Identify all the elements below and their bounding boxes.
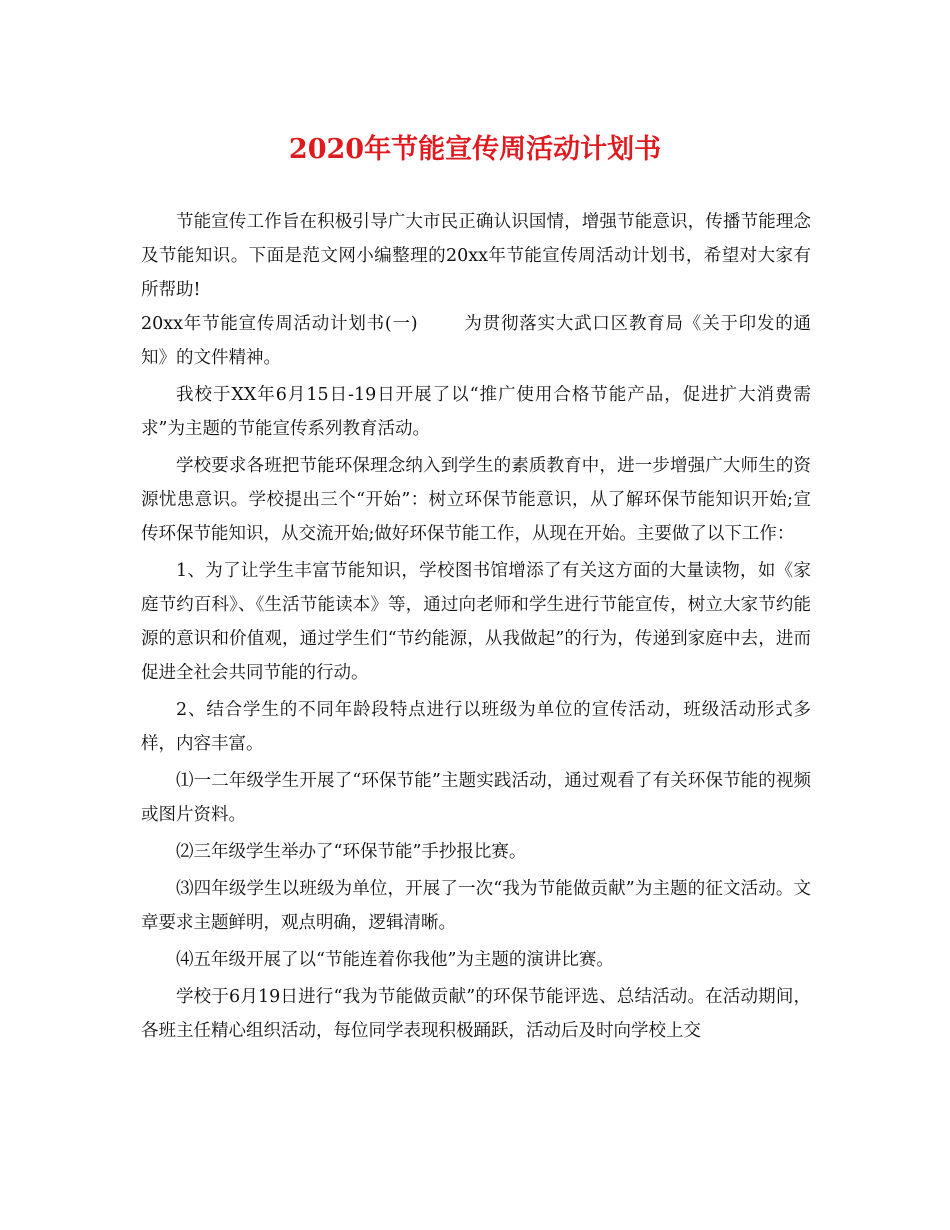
paragraph-subitem-1: ⑴一二年级学生开展了“环保节能”主题实践活动，通过观看了有关环保节能的视频或图片资料。 <box>141 771 811 825</box>
paragraph-summary: 学校于6月19日进行“我为节能做贡献”的环保节能评选、总结活动。在活动期间，各班主任精心组织活动，每位同学表现积极踊跃，活动后及时向学校上交 <box>141 987 811 1041</box>
document-title: 2020年节能宣传周活动计划书 <box>288 134 662 165</box>
paragraph-item-2: 2、结合学生的不同年龄段特点进行以班级为单位的宣传活动，班级活动形式多样，内容丰富。 <box>141 700 811 754</box>
section-heading-line <box>141 307 811 375</box>
intro-paragraph: 节能宣传工作旨在积极引导广大市民正确认识国情，增强节能意识，传播节能理念及节能知识。下面是范文网小编整理的20xx年节能宣传周活动计划书，希望对大家有所帮助! <box>141 212 811 300</box>
section-heading: 20xx年节能宣传周活动计划书(一) <box>141 314 418 334</box>
paragraph-subitem-2: ⑵三年级学生举办了“环保节能”手抄报比赛。 <box>176 842 527 862</box>
section-heading-text: 为贯彻落实大武口区教育局《关于印发的通知》的文件精神。 <box>141 314 811 368</box>
paragraph-activity-dates: 我校于XX年6月15日-19日开展了以“推广使用合格节能产品，促进扩大消费需求”为主题的节能宣传系列教育活动。 <box>141 385 811 439</box>
paragraph-subitem-3: ⑶四年级学生以班级为单位，开展了一次“我为节能做贡献”为主题的征文活动。文章要求主题鲜明，观点明确，逻辑清晰。 <box>141 879 811 933</box>
paragraph-item-1: 1、为了让学生丰富节能知识，学校图书馆增添了有关这方面的大量读物，如《家庭节约百科》、《生活节能读本》等，通过向老师和学生进行节能宣传，树立大家节约能源的意识和价值观，通过学生们“节约能源，从我做起”的行为，传递到家庭中去，进而促进全社会共同节能的行动。 <box>141 561 811 683</box>
paragraph-school-requirements: 学校要求各班把节能环保理念纳入到学生的素质教育中，进一步增强广大师生的资源忧患意识。学校提出三个“开始”：树立环保节能意识，从了解环保节能知识开始;宣传环保节能知识，从交流开始;做好环保节能工作，从现在开始。主要做了以下工作： <box>141 456 811 544</box>
document-body <box>141 205 811 1048</box>
paragraph-subitem-4: ⑷五年级开展了以“节能连着你我他”为主题的演讲比赛。 <box>176 950 614 970</box>
